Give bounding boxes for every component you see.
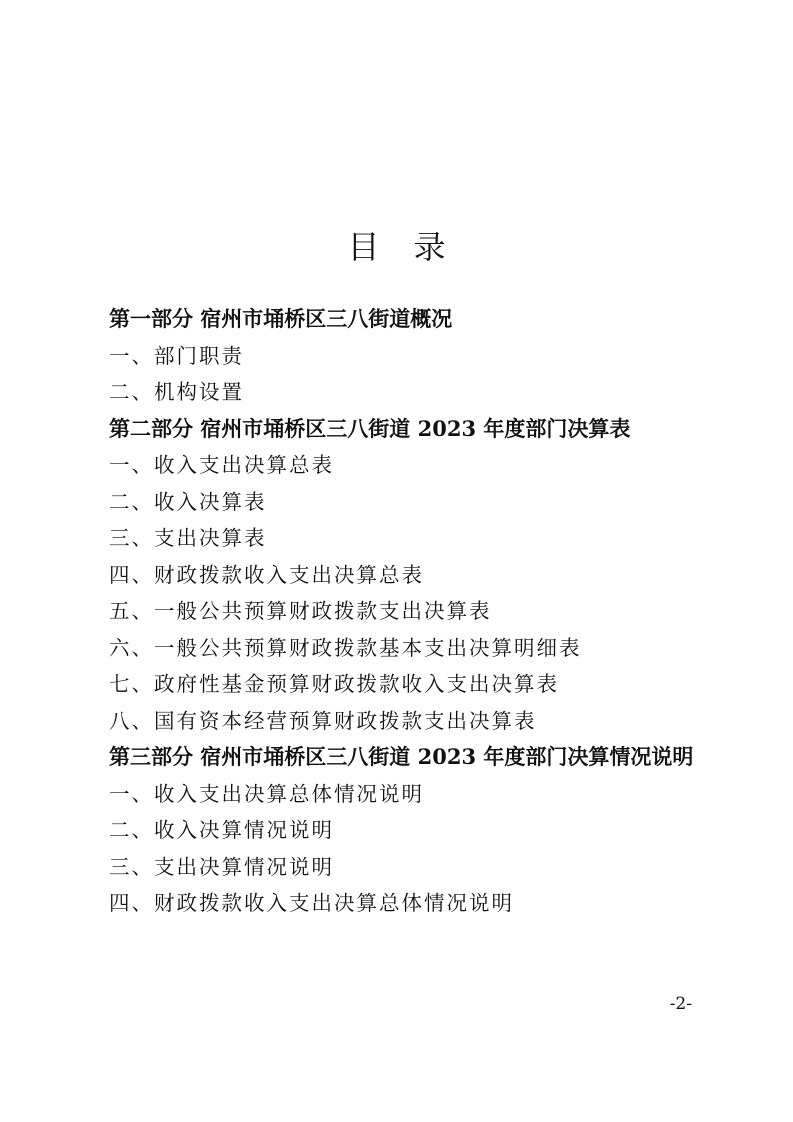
- table-of-contents: [109, 301, 709, 922]
- toc-item[interactable]: 四、财政拨款收入支出决算总表: [109, 562, 424, 587]
- toc-item[interactable]: 二、收入决算情况说明: [109, 818, 334, 842]
- toc-item[interactable]: 七、政府性基金预算财政拨款收入支出决算表: [109, 672, 559, 696]
- toc-item[interactable]: 三、支出决算情况说明: [109, 854, 334, 879]
- toc-item[interactable]: 一、收入支出决算总表: [109, 453, 334, 477]
- toc-item[interactable]: 三、支出决算表: [109, 526, 267, 550]
- toc-section-2[interactable]: 第二部分 宿州市埇桥区三八街道 2023 年度部门决算表: [109, 415, 631, 441]
- toc-item[interactable]: 一、收入支出决算总体情况说明: [109, 781, 424, 806]
- toc-item[interactable]: 一、部门职责: [109, 343, 244, 368]
- toc-section-1[interactable]: 第一部分 宿州市埇桥区三八街道概况: [109, 306, 453, 331]
- toc-item[interactable]: 八、国有资本经营预算财政拨款支出决算表: [109, 708, 537, 733]
- toc-item[interactable]: 六、一般公共预算财政拨款基本支出决算明细表: [109, 635, 582, 660]
- toc-item[interactable]: 二、收入决算表: [109, 489, 267, 514]
- toc-item[interactable]: 五、一般公共预算财政拨款支出决算表: [109, 599, 492, 623]
- toc-section-3[interactable]: 第三部分 宿州市埇桥区三八街道 2023 年度部门决算情况说明: [109, 744, 694, 769]
- page-title: 目录: [347, 228, 480, 266]
- page-number: -2-: [669, 994, 692, 1014]
- toc-item[interactable]: 二、机构设置: [109, 380, 244, 404]
- toc-item[interactable]: 四、财政拨款收入支出决算总体情况说明: [109, 891, 514, 915]
